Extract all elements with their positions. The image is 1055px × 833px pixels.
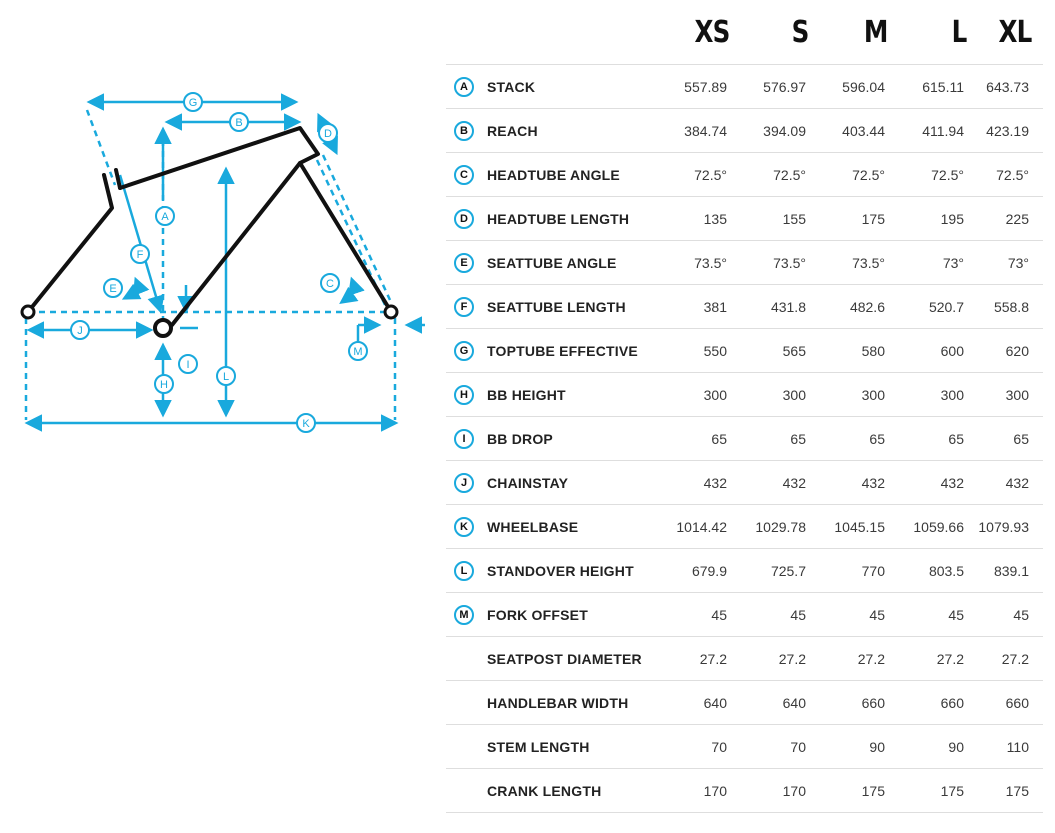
table-row (446, 769, 1043, 813)
measurement-value: 1045.15 (820, 505, 899, 549)
measurement-value: 195 (899, 197, 978, 241)
measurement-name: STANDOVER HEIGHT (482, 549, 662, 593)
measurement-value: 45 (820, 593, 899, 637)
measurement-value: 640 (741, 681, 820, 725)
svg-text:B: B (235, 117, 243, 129)
svg-text:C: C (326, 278, 334, 290)
measurement-value: 384.74 (662, 109, 741, 153)
size-header-xs: XS (694, 14, 730, 50)
svg-text:L: L (222, 371, 230, 383)
measurement-value: 45 (978, 593, 1043, 637)
measurement-value: 175 (978, 769, 1043, 813)
measurement-value: 803.5 (899, 549, 978, 593)
measurement-value: 65 (741, 417, 820, 461)
letter-badge: E (454, 253, 474, 273)
measurement-value: 155 (741, 197, 820, 241)
letter-badge: H (454, 385, 474, 405)
measurement-value: 620 (978, 329, 1043, 373)
measurement-value: 1029.78 (741, 505, 820, 549)
measurement-value: 432 (899, 461, 978, 505)
rear-axle (22, 306, 34, 318)
letter-badge: J (454, 473, 474, 493)
svg-text:H: H (160, 379, 168, 391)
letter-badge: L (454, 561, 474, 581)
measurement-value: 73° (978, 241, 1043, 285)
size-header-row (446, 0, 1043, 65)
table-row (446, 241, 1043, 285)
size-header-l: L (951, 14, 967, 50)
diagram-label-M (349, 342, 367, 360)
measurement-value: 557.89 (662, 65, 741, 109)
table-row (446, 417, 1043, 461)
measurement-value: 300 (899, 373, 978, 417)
svg-text:D: D (324, 128, 332, 140)
measurement-name: STACK (482, 65, 662, 109)
measurement-value: 660 (820, 681, 899, 725)
letter-badge: D (454, 209, 474, 229)
measurement-value: 580 (820, 329, 899, 373)
measurement-value: 839.1 (978, 549, 1043, 593)
diagram-label-L (217, 367, 235, 385)
table-row (446, 725, 1043, 769)
table-row (446, 329, 1043, 373)
measurement-value: 175 (820, 197, 899, 241)
diagram-label-K (297, 414, 315, 432)
measurement-name: BB DROP (482, 417, 662, 461)
diagram-label-H (155, 375, 173, 393)
measurement-value: 90 (899, 725, 978, 769)
diagram-label-J (71, 321, 89, 339)
measurement-value: 300 (662, 373, 741, 417)
measurement-value: 45 (899, 593, 978, 637)
measurement-value: 70 (741, 725, 820, 769)
measurement-value: 403.44 (820, 109, 899, 153)
table-row (446, 637, 1043, 681)
bottom-bracket (155, 320, 171, 336)
measurement-value: 770 (820, 549, 899, 593)
measurement-value: 135 (662, 197, 741, 241)
measurement-name: WHEELBASE (482, 505, 662, 549)
measurement-value: 65 (978, 417, 1043, 461)
table-row (446, 505, 1043, 549)
size-header-s: S (791, 14, 809, 50)
table-row (446, 285, 1043, 329)
diagram-label-B (230, 113, 248, 131)
letter-badge: A (454, 77, 474, 97)
measurement-value: 73° (899, 241, 978, 285)
measurement-value: 423.19 (978, 109, 1043, 153)
measurement-name: CHAINSTAY (482, 461, 662, 505)
measurement-value: 432 (978, 461, 1043, 505)
letter-badge: K (454, 517, 474, 537)
measurement-value: 73.5° (741, 241, 820, 285)
measurement-value: 1059.66 (899, 505, 978, 549)
measurement-value: 558.8 (978, 285, 1043, 329)
measurement-name: REACH (482, 109, 662, 153)
svg-text:J: J (77, 325, 83, 337)
measurement-value: 300 (741, 373, 820, 417)
measurement-value: 72.5° (662, 153, 741, 197)
table-row (446, 461, 1043, 505)
svg-text:M: M (353, 346, 363, 358)
table-row (446, 593, 1043, 637)
front-axle (385, 306, 397, 318)
measurement-value: 27.2 (978, 637, 1043, 681)
measurement-value: 600 (899, 329, 978, 373)
measurement-value: 565 (741, 329, 820, 373)
measurement-value: 432 (741, 461, 820, 505)
diagram-label-F (131, 245, 149, 263)
measurement-name: BB HEIGHT (482, 373, 662, 417)
measurement-value: 65 (662, 417, 741, 461)
measurement-value: 27.2 (820, 637, 899, 681)
measurement-value: 170 (662, 769, 741, 813)
measurement-name: CRANK LENGTH (482, 769, 662, 813)
measurement-name: SEATTUBE LENGTH (482, 285, 662, 329)
measurement-value: 660 (978, 681, 1043, 725)
size-header-m: M (863, 14, 888, 50)
measurement-name: SEATPOST DIAMETER (482, 637, 662, 681)
measurement-value: 300 (978, 373, 1043, 417)
letter-badge: F (454, 297, 474, 317)
measurement-value: 300 (820, 373, 899, 417)
table-row (446, 549, 1043, 593)
diagram-label-A (156, 207, 174, 225)
measurement-value: 431.8 (741, 285, 820, 329)
measurement-value: 679.9 (662, 549, 741, 593)
measurement-value: 45 (662, 593, 741, 637)
measurement-name: FORK OFFSET (482, 593, 662, 637)
measurement-value: 1079.93 (978, 505, 1043, 549)
measurement-value: 27.2 (899, 637, 978, 681)
svg-text:I: I (186, 359, 190, 371)
table-row (446, 373, 1043, 417)
measurement-value: 72.5° (899, 153, 978, 197)
measurement-value: 411.94 (899, 109, 978, 153)
letter-badge: G (454, 341, 474, 361)
measurement-value: 70 (662, 725, 741, 769)
measurement-value: 110 (978, 725, 1043, 769)
svg-text:E: E (109, 283, 117, 295)
letter-badge: I (454, 429, 474, 449)
table-row (446, 681, 1043, 725)
svg-text:K: K (302, 418, 310, 430)
size-header-xl: XL (998, 14, 1032, 50)
table-row (446, 65, 1043, 109)
measurement-value: 432 (662, 461, 741, 505)
bike-frame (28, 128, 390, 325)
diagram-label-C (321, 274, 339, 292)
measurement-value: 27.2 (741, 637, 820, 681)
measurement-value: 65 (899, 417, 978, 461)
measurement-name: TOPTUBE EFFECTIVE (482, 329, 662, 373)
measurement-value: 394.09 (741, 109, 820, 153)
letter-badge: C (454, 165, 474, 185)
measurement-value: 520.7 (899, 285, 978, 329)
measurement-value: 381 (662, 285, 741, 329)
measurement-value: 27.2 (662, 637, 741, 681)
measurement-value: 72.5° (741, 153, 820, 197)
measurement-value: 45 (741, 593, 820, 637)
measurement-value: 175 (820, 769, 899, 813)
measurement-name: STEM LENGTH (482, 725, 662, 769)
table-row (446, 153, 1043, 197)
measurement-name: SEATTUBE ANGLE (482, 241, 662, 285)
measurement-value: 175 (899, 769, 978, 813)
measurement-value: 73.5° (662, 241, 741, 285)
letter-badge: B (454, 121, 474, 141)
svg-text:F: F (136, 249, 144, 261)
bike-geometry-diagram (0, 80, 440, 440)
measurement-value: 550 (662, 329, 741, 373)
measurement-name: HEADTUBE LENGTH (482, 197, 662, 241)
diagram-label-D (319, 124, 337, 142)
measurement-value: 615.11 (899, 65, 978, 109)
svg-text:A: A (161, 211, 169, 223)
diagram-label-I (179, 355, 197, 373)
measurement-value: 482.6 (820, 285, 899, 329)
measurement-value: 643.73 (978, 65, 1043, 109)
diagram-label-G (184, 93, 202, 111)
measurement-value: 73.5° (820, 241, 899, 285)
measurement-value: 660 (899, 681, 978, 725)
measurement-value: 65 (820, 417, 899, 461)
measurement-value: 640 (662, 681, 741, 725)
table-row (446, 197, 1043, 241)
measurement-value: 170 (741, 769, 820, 813)
table-row (446, 109, 1043, 153)
geometry-table (446, 0, 1043, 813)
measurement-name: HANDLEBAR WIDTH (482, 681, 662, 725)
measurement-value: 432 (820, 461, 899, 505)
measurement-name: HEADTUBE ANGLE (482, 153, 662, 197)
measurement-value: 725.7 (741, 549, 820, 593)
measurement-value: 90 (820, 725, 899, 769)
measurement-value: 596.04 (820, 65, 899, 109)
svg-text:G: G (188, 97, 198, 109)
measurement-value: 72.5° (978, 153, 1043, 197)
measurement-value: 1014.42 (662, 505, 741, 549)
measurement-value: 225 (978, 197, 1043, 241)
diagram-label-E (104, 279, 122, 297)
measurement-value: 576.97 (741, 65, 820, 109)
letter-badge: M (454, 605, 474, 625)
measurement-value: 72.5° (820, 153, 899, 197)
